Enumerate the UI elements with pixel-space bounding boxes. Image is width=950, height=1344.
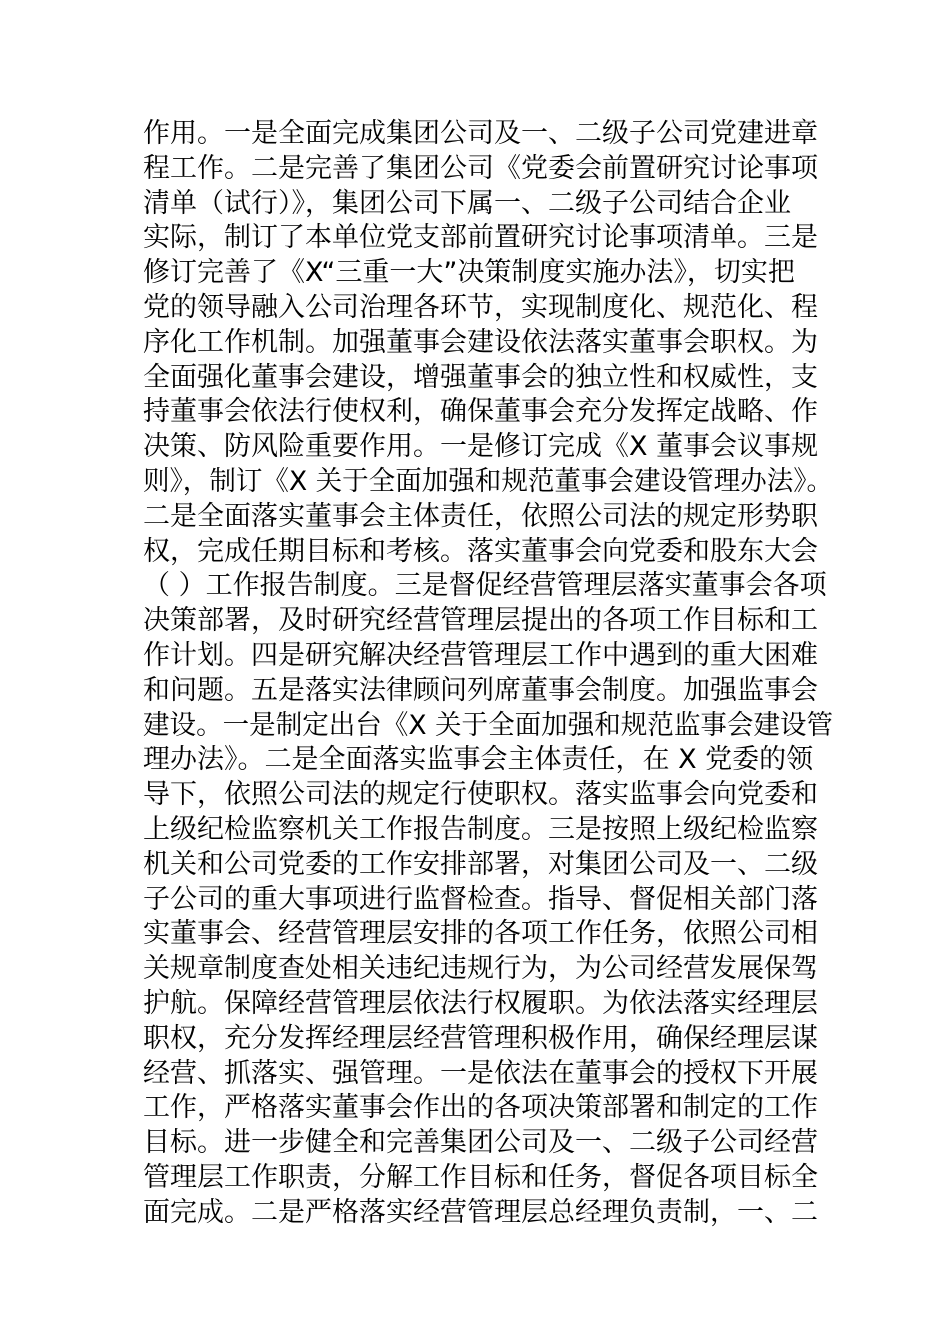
text-line: 程工作。二是完善了集团公司《党委会前置研究讨论事项 (143, 152, 818, 184)
text-line: 党的领导融入公司治理各环节，实现制度化、规范化、程 (143, 291, 818, 323)
text-line: 持董事会依法行使权利，确保董事会充分发挥定战略、作 (143, 396, 818, 428)
text-line: 决策、防风险重要作用。一是修订完成《X 董事会议事规 (143, 431, 819, 463)
text-line: 建设。一是制定出台《X 关于全面加强和规范监事会建设管 (143, 709, 834, 741)
text-line: 关规章制度查处相关违纪违规行为，为公司经营发展保驾 (143, 953, 818, 985)
text-line: 子公司的重大事项进行监督检查。指导、督促相关部门落 (143, 883, 818, 915)
text-line: 护航。保障经营管理层依法行权履职。为依法落实经理层 (143, 987, 818, 1019)
text-line: 机关和公司党委的工作安排部署，对集团公司及一、二级 (143, 848, 818, 880)
text-line: 作计划。四是研究解决经营管理层工作中遇到的重大困难 (143, 639, 818, 671)
text-line: 二是全面落实董事会主体责任，依照公司法的规定形势职 (143, 500, 818, 532)
text-line: 职权，充分发挥经理层经营管理积极作用，确保经理层谋 (143, 1022, 818, 1054)
text-line: 上级纪检监察机关工作报告制度。三是按照上级纪检监察 (143, 813, 818, 845)
text-line: 经营、抓落实、强管理。一是依法在董事会的授权下开展 (143, 1057, 818, 1089)
text-line: 理办法》。二是全面落实监事会主体责任，在 X 党委的领 (143, 744, 814, 776)
text-line: 实际，制订了本单位党支部前置研究讨论事项清单。三是 (143, 222, 818, 254)
text-line: 序化工作机制。加强董事会建设依法落实董事会职权。为 (143, 326, 818, 358)
text-line: （ ）工作报告制度。三是督促经营管理层落实董事会各项 (143, 570, 827, 602)
text-line: 修订完善了《X“三重一大”决策制度实施办法》，切实把 (143, 257, 795, 289)
text-line: 实董事会、经营管理层安排的各项工作任务，依照公司相 (143, 918, 818, 950)
body-text (143, 117, 834, 1231)
text-line: 则》，制订《X 关于全面加强和规范董事会建设管理办法》。 (143, 465, 834, 497)
text-line: 决策部署，及时研究经营管理层提出的各项工作目标和工 (143, 605, 818, 637)
text-line: 权，完成任期目标和考核。落实董事会向党委和股东大会 (143, 535, 818, 567)
text-line: 面完成。二是严格落实经营管理层总经理负责制，一、二 (143, 1196, 818, 1228)
text-line: 全面强化董事会建设，增强董事会的独立性和权威性，支 (143, 361, 818, 393)
text-line: 工作，严格落实董事会作出的各项决策部署和制定的工作 (143, 1092, 818, 1124)
text-line: 作用。一是全面完成集团公司及一、二级子公司党建进章 (143, 118, 818, 149)
text-line: 和问题。五是落实法律顾问列席董事会制度。加强监事会 (143, 674, 818, 706)
text-line: 导下，依照公司法的规定行使职权。落实监事会向党委和 (143, 779, 818, 811)
text-line: 清单（试行）》，集团公司下属一、二级子公司结合企业 (143, 187, 791, 219)
text-line: 目标。进一步健全和完善集团公司及一、二级子公司经营 (143, 1127, 818, 1159)
text-line: 管理层工作职责，分解工作目标和任务，督促各项目标全 (143, 1161, 818, 1193)
